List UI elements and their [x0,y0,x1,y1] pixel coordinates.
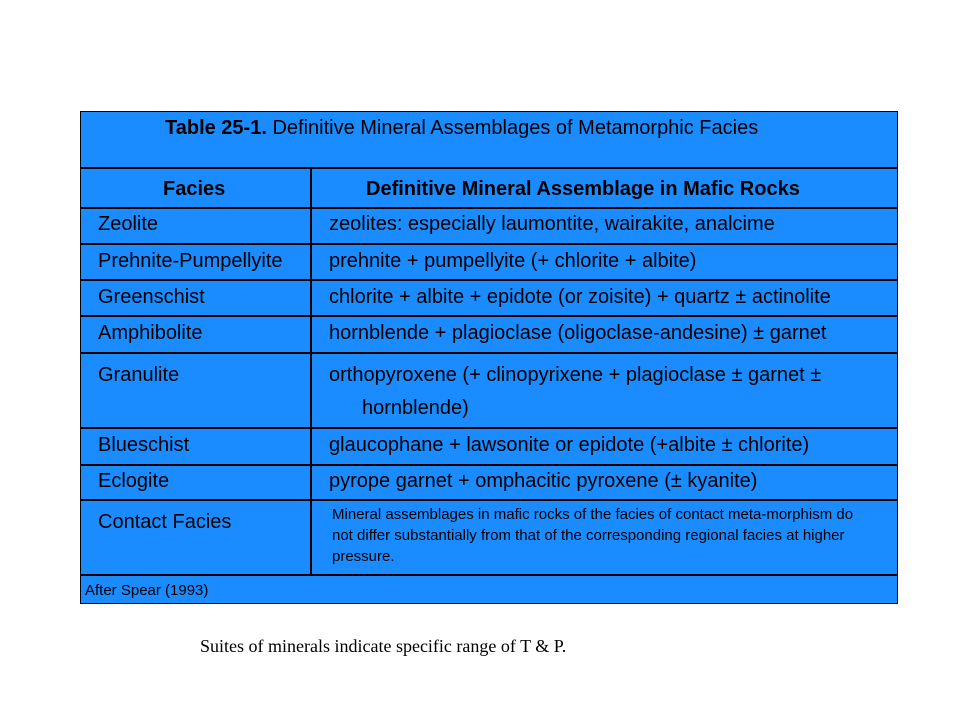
row-divider [81,207,897,209]
table-title [165,117,758,140]
assemblage-granulite: orthopyroxene (+ clinopyrixene + plagioclase ± garnet ± [329,364,822,386]
facies-eclogite: Eclogite [98,470,170,492]
assemblage-prehnite-pumpellyite: prehnite + pumpellyite (+ chlorite + albite) [329,250,697,272]
assemblage-eclogite: pyrope garnet + omphacitic pyroxene (± kyanite) [329,470,758,492]
assemblage-zeolite: zeolites: especially laumontite, wairakite, analcime [329,213,775,235]
header-assemblage: Definitive Mineral Assemblage in Mafic Rocks [366,178,800,200]
facies-greenschist: Greenschist [98,286,205,308]
facies-contact: Contact Facies [98,511,232,533]
header-facies: Facies [163,178,226,200]
facies-amphibolite: Amphibolite [98,322,203,344]
row-divider [81,499,897,501]
assemblage-greenschist: chlorite + albite + epidote (or zoisite) + quartz ± actinolite [329,286,831,308]
row-divider [81,427,897,429]
row-divider [81,167,897,169]
facies-table [80,111,898,604]
slide-caption: Suites of minerals indicate specific range of T & P. [200,636,567,656]
assemblage-granulite-continued: hornblende) [362,397,469,419]
row-divider [81,243,897,245]
row-divider [81,279,897,281]
facies-blueschist: Blueschist [98,434,190,456]
row-divider [81,574,897,576]
row-divider [81,352,897,354]
assemblage-contact: Mineral assemblages in mafic rocks of the facies of contact meta-morphism do not differ substantially from that of the corresponding regional facies at higher pressure. [332,506,854,565]
table-credit: After Spear (1993) [85,582,209,599]
row-divider [81,315,897,317]
facies-zeolite: Zeolite [98,213,159,235]
assemblage-amphibolite: hornblende + plagioclase (oligoclase-andesine) ± garnet [329,322,827,344]
facies-granulite: Granulite [98,364,180,386]
table-title-text: Definitive Mineral Assemblages of Metamorphic Facies [266,117,759,139]
column-divider [310,167,312,574]
table-number: Table 25-1. [165,117,267,139]
facies-prehnite-pumpellyite: Prehnite-Pumpellyite [98,250,283,272]
row-divider [81,464,897,466]
assemblage-blueschist: glaucophane + lawsonite or epidote (+albite ± chlorite) [329,434,810,456]
